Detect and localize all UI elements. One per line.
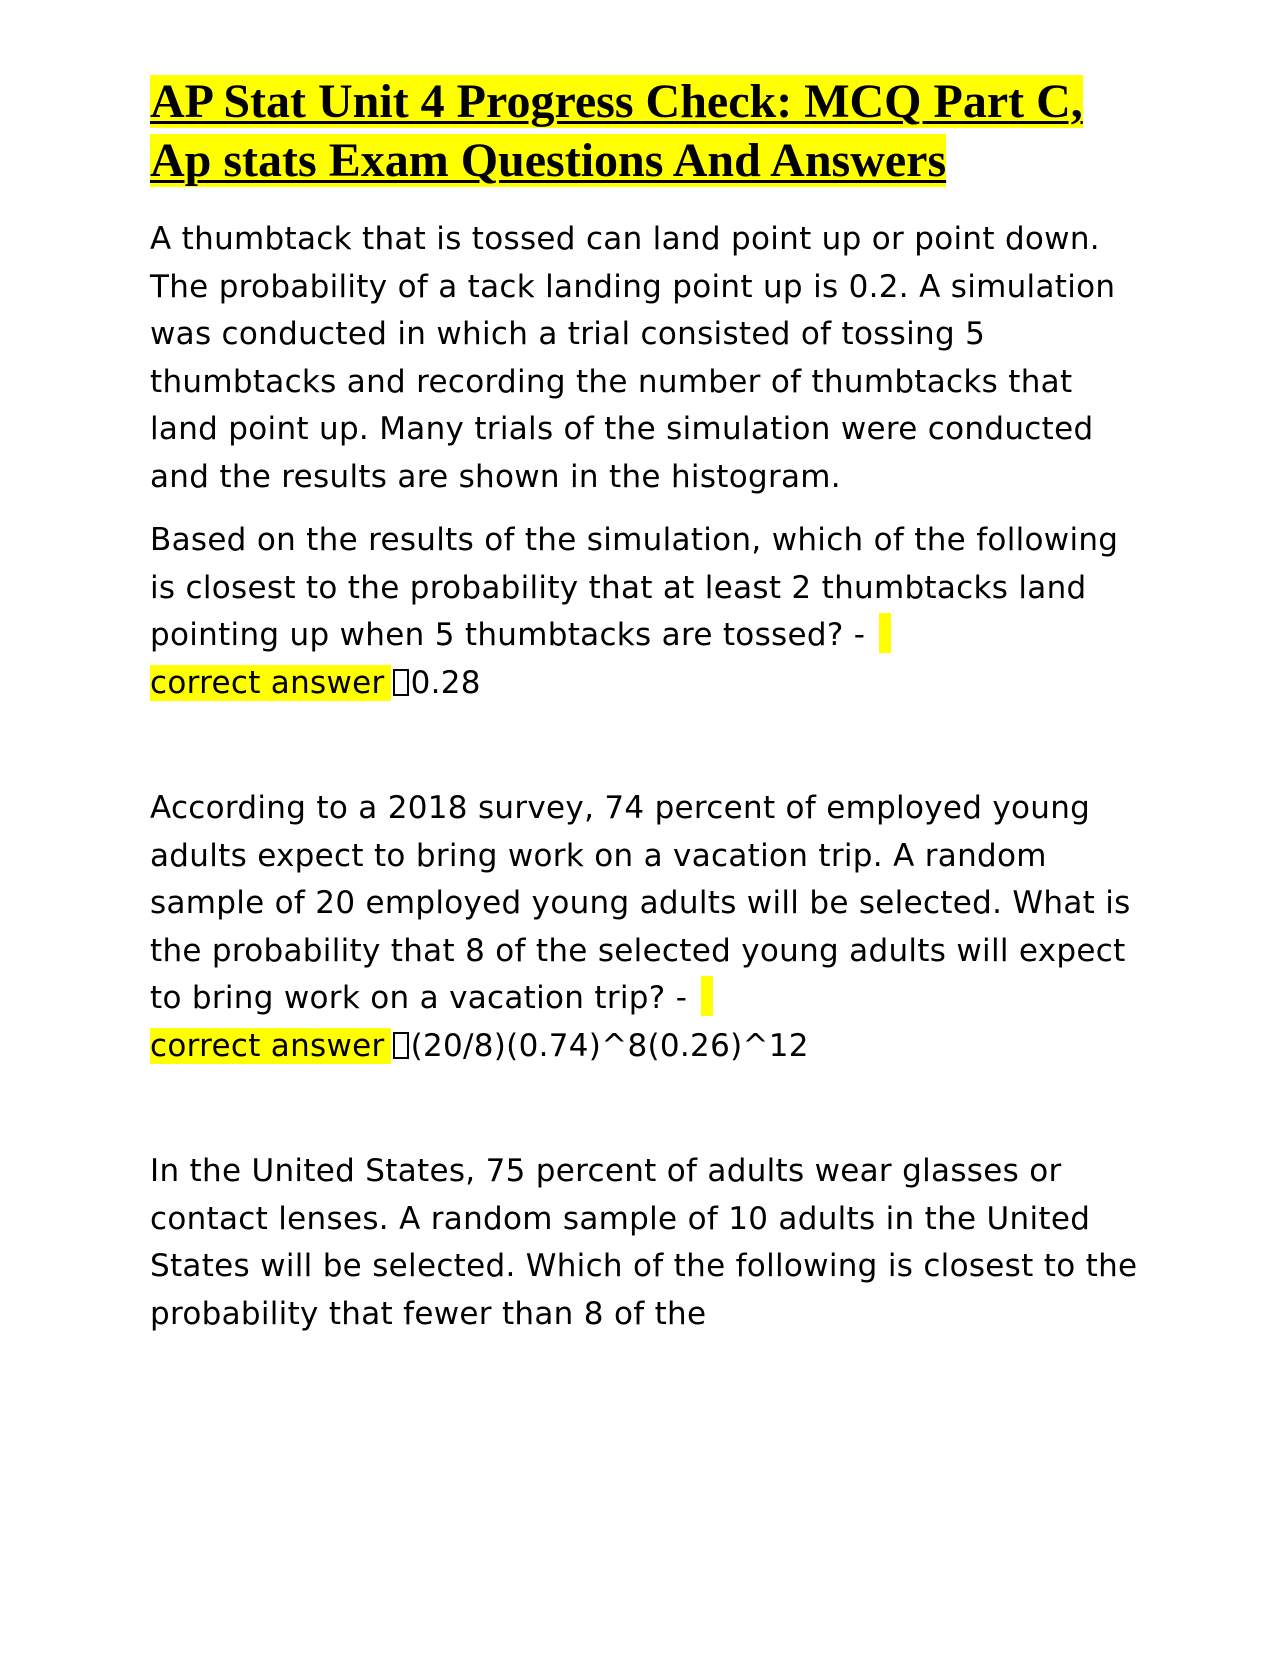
highlight-marker <box>701 976 713 1016</box>
question-1-intro: A thumbtack that is tossed can land point up or point down. The probability of a tack landing point up is 0.2. A simulation was conducted in which a trial consisted of tossing 5 thumbtacks and recording the number of thumbtacks that land point up. Many trials of the simulation were conducted and the results are shown in the histogram. <box>150 221 1116 495</box>
answer-label: correct answer <box>150 1028 391 1064</box>
answer-value: (20/8)(0.74)^8(0.26)^12 <box>410 1027 809 1064</box>
missing-glyph-icon <box>393 1032 409 1059</box>
question-1-answer <box>150 660 1140 708</box>
question-1-prompt: Based on the results of the simulation, which of the following is closest to the probability that at least 2 thumbtacks land pointing up when 5 thumbtacks are tossed? - <box>150 522 1119 653</box>
answer-label: correct answer <box>150 665 391 701</box>
document-title-text: AP Stat Unit 4 Progress Check: MCQ Part C, Ap stats Exam Questions And Answers <box>150 75 1083 187</box>
question-1-text <box>150 517 1140 660</box>
question-2-answer <box>150 1023 1140 1071</box>
question-2-prompt: According to a 2018 survey, 74 percent of employed young adults expect to bring work on a vacation trip. A random sample of 20 employed young adults will be selected. What is the probability that 8 of the selected young adults will expect to bring work on a vacation trip? - <box>150 790 1131 1016</box>
document-title <box>150 72 1140 190</box>
document-page <box>150 72 1140 1338</box>
question-3-text: In the United States, 75 percent of adults wear glasses or contact lenses. A random sample of 10 adults in the United States will be selected. Which of the following is closest to the probability that fewer than 8 of the <box>150 1153 1138 1332</box>
question-2-text <box>150 785 1140 1023</box>
missing-glyph-icon <box>393 669 409 696</box>
answer-value: 0.28 <box>410 664 481 701</box>
highlight-marker <box>879 613 891 653</box>
